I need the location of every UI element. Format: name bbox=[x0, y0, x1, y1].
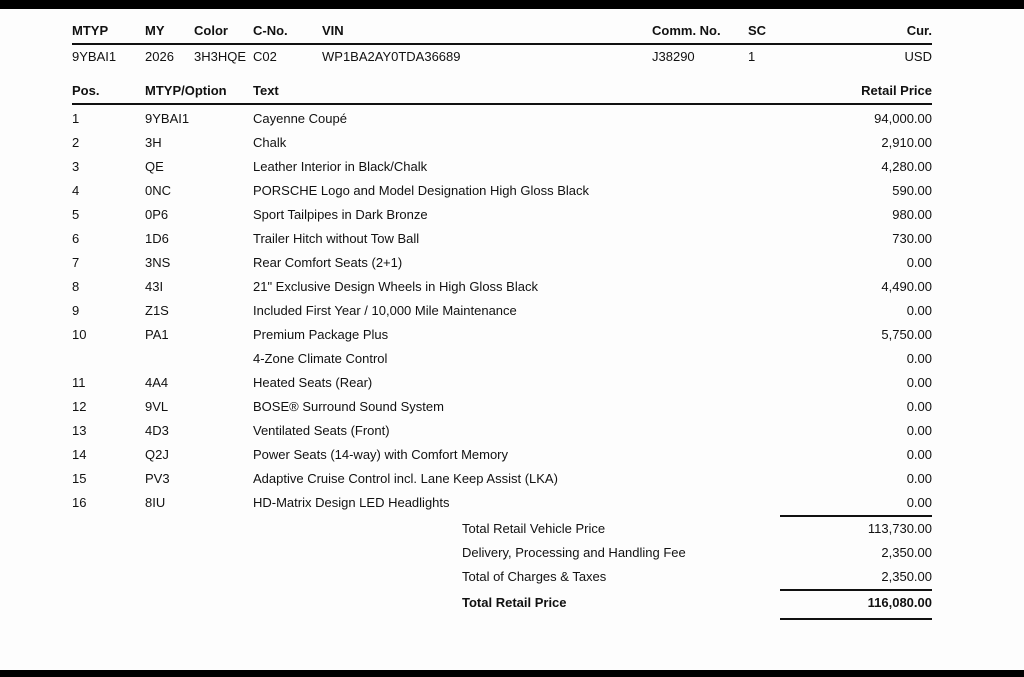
total-label: Total Retail Vehicle Price bbox=[462, 521, 606, 536]
option-code-cell: PA1 bbox=[145, 327, 169, 342]
table-row bbox=[72, 323, 932, 347]
item-text-cell: Premium Package Plus bbox=[253, 327, 389, 342]
grand-total-double-rule bbox=[780, 618, 932, 620]
item-text-cell: Trailer Hitch without Tow Ball bbox=[253, 231, 420, 246]
total-value: 116,080.00 bbox=[867, 595, 932, 610]
vehicle-header-row bbox=[72, 19, 932, 45]
pos-cell: 10 bbox=[72, 327, 87, 342]
item-text-cell: Rear Comfort Seats (2+1) bbox=[253, 255, 403, 270]
cno-value: C02 bbox=[253, 49, 277, 64]
pos-cell: 11 bbox=[72, 375, 86, 390]
option-code-cell: Q2J bbox=[145, 447, 169, 462]
table-row bbox=[72, 227, 932, 251]
color-code-value: 3H3HQE bbox=[194, 49, 247, 64]
pos-cell: 4 bbox=[72, 183, 80, 198]
pos-cell bbox=[72, 347, 145, 371]
col-sc: SC bbox=[748, 23, 767, 38]
item-text-cell: Sport Tailpipes in Dark Bronze bbox=[253, 207, 428, 222]
table-row bbox=[72, 467, 932, 491]
pos-cell: 6 bbox=[72, 231, 80, 246]
price-cell: 2,910.00 bbox=[881, 135, 932, 150]
pos-cell: 8 bbox=[72, 279, 80, 294]
currency-value: USD bbox=[904, 49, 932, 64]
col-retail-price: Retail Price bbox=[861, 83, 932, 98]
pos-cell: 9 bbox=[72, 303, 80, 318]
pos-cell: 14 bbox=[72, 447, 87, 462]
pos-cell: 3 bbox=[72, 159, 80, 174]
pos-cell: 16 bbox=[72, 495, 87, 510]
option-code-cell: Z1S bbox=[145, 303, 169, 318]
price-cell: 730.00 bbox=[892, 231, 932, 246]
price-cell: 0.00 bbox=[906, 471, 932, 486]
price-cell: 0.00 bbox=[906, 447, 932, 462]
price-cell: 0.00 bbox=[906, 399, 932, 414]
item-text-cell: Included First Year / 10,000 Mile Maintenance bbox=[253, 303, 517, 318]
bottom-black-bar bbox=[0, 670, 1024, 677]
items-header-row bbox=[72, 79, 932, 105]
col-comm-no: Comm. No. bbox=[652, 23, 721, 38]
totals-section bbox=[72, 517, 932, 615]
pos-cell: 7 bbox=[72, 255, 80, 270]
price-cell: 0.00 bbox=[906, 303, 932, 318]
table-row bbox=[72, 107, 932, 131]
mtyp-value: 9YBAI1 bbox=[72, 49, 117, 64]
price-cell: 5,750.00 bbox=[881, 327, 932, 342]
table-row bbox=[72, 419, 932, 443]
table-row bbox=[72, 131, 932, 155]
col-pos: Pos. bbox=[72, 83, 100, 98]
item-text-cell: Cayenne Coupé bbox=[253, 111, 347, 126]
item-text-cell: 4-Zone Climate Control bbox=[253, 351, 388, 366]
vehicle-values-row bbox=[72, 45, 932, 69]
item-text-cell: Leather Interior in Black/Chalk bbox=[253, 159, 428, 174]
table-row bbox=[72, 203, 932, 227]
pos-cell: 1 bbox=[72, 111, 80, 126]
price-cell: 0.00 bbox=[906, 495, 932, 510]
option-code-cell: 4D3 bbox=[145, 423, 169, 438]
option-code-cell: 1D6 bbox=[145, 231, 169, 246]
table-row bbox=[72, 491, 932, 515]
price-cell: 590.00 bbox=[892, 183, 932, 198]
pos-cell: 12 bbox=[72, 399, 87, 414]
item-text-cell: Ventilated Seats (Front) bbox=[253, 423, 390, 438]
option-code-cell: 8IU bbox=[145, 495, 166, 510]
item-text-cell: HD-Matrix Design LED Headlights bbox=[253, 495, 450, 510]
col-my: MY bbox=[145, 23, 165, 38]
option-code-cell: 3H bbox=[145, 135, 162, 150]
col-text: Text bbox=[253, 83, 279, 98]
col-color: Color bbox=[194, 23, 228, 38]
price-cell: 980.00 bbox=[892, 207, 932, 222]
option-code-cell: PV3 bbox=[145, 471, 170, 486]
total-label: Total of Charges & Taxes bbox=[462, 569, 607, 584]
table-row bbox=[72, 443, 932, 467]
table-row bbox=[72, 395, 932, 419]
option-code-cell: QE bbox=[145, 159, 164, 174]
col-vin: VIN bbox=[322, 23, 344, 38]
pos-cell: 15 bbox=[72, 471, 87, 486]
option-code-cell: 4A4 bbox=[145, 375, 169, 390]
pos-cell: 13 bbox=[72, 423, 87, 438]
col-option: MTYP/Option bbox=[145, 83, 227, 98]
sc-value: 1 bbox=[748, 49, 756, 64]
option-code-cell: 43I bbox=[145, 279, 164, 294]
table-row bbox=[72, 179, 932, 203]
pos-cell: 5 bbox=[72, 207, 80, 222]
price-cell: 4,280.00 bbox=[881, 159, 932, 174]
model-year-value: 2026 bbox=[145, 49, 174, 64]
item-text-cell: Power Seats (14-way) with Comfort Memory bbox=[253, 447, 509, 462]
price-cell: 0.00 bbox=[906, 375, 932, 390]
item-text-cell: 21" Exclusive Design Wheels in High Gloss Black bbox=[253, 279, 538, 294]
comm-no-value: J38290 bbox=[652, 49, 695, 64]
total-value: 2,350.00 bbox=[780, 565, 932, 591]
option-code-cell bbox=[145, 347, 253, 371]
col-mtyp: MTYP bbox=[72, 23, 109, 38]
item-text-cell: BOSE® Surround Sound System bbox=[253, 399, 444, 414]
col-cno: C-No. bbox=[253, 23, 288, 38]
pos-cell: 2 bbox=[72, 135, 80, 150]
table-row bbox=[72, 275, 932, 299]
price-cell: 94,000.00 bbox=[874, 111, 932, 126]
table-row bbox=[72, 347, 932, 371]
option-code-cell: 0NC bbox=[145, 183, 172, 198]
top-black-bar bbox=[0, 0, 1024, 9]
item-text-cell: PORSCHE Logo and Model Designation High Gloss Black bbox=[253, 183, 590, 198]
option-code-cell: 9YBAI1 bbox=[145, 111, 190, 126]
table-row bbox=[72, 299, 932, 323]
item-text-cell: Adaptive Cruise Control incl. Lane Keep Assist (LKA) bbox=[253, 471, 558, 486]
table-row bbox=[72, 251, 932, 275]
option-code-cell: 0P6 bbox=[145, 207, 169, 222]
price-cell: 0.00 bbox=[906, 423, 932, 438]
price-cell: 0.00 bbox=[906, 351, 932, 366]
option-code-cell: 9VL bbox=[145, 399, 169, 414]
total-value: 2,350.00 bbox=[881, 545, 932, 560]
vin-value: WP1BA2AY0TDA36689 bbox=[322, 49, 461, 64]
price-cell: 4,490.00 bbox=[881, 279, 932, 294]
total-row bbox=[72, 591, 932, 615]
option-code-cell: 3NS bbox=[145, 255, 171, 270]
total-label: Delivery, Processing and Handling Fee bbox=[462, 545, 686, 560]
total-row bbox=[72, 541, 932, 565]
total-value: 113,730.00 bbox=[867, 521, 932, 536]
table-row bbox=[72, 155, 932, 179]
col-cur: Cur. bbox=[906, 23, 932, 38]
total-label: Total Retail Price bbox=[462, 595, 567, 610]
item-text-cell: Heated Seats (Rear) bbox=[253, 375, 373, 390]
price-cell: 0.00 bbox=[906, 255, 932, 270]
total-row bbox=[72, 565, 932, 591]
document-content bbox=[72, 9, 932, 620]
items-table-body bbox=[72, 107, 932, 515]
item-text-cell: Chalk bbox=[253, 135, 287, 150]
total-row bbox=[72, 517, 932, 541]
table-row bbox=[72, 371, 932, 395]
